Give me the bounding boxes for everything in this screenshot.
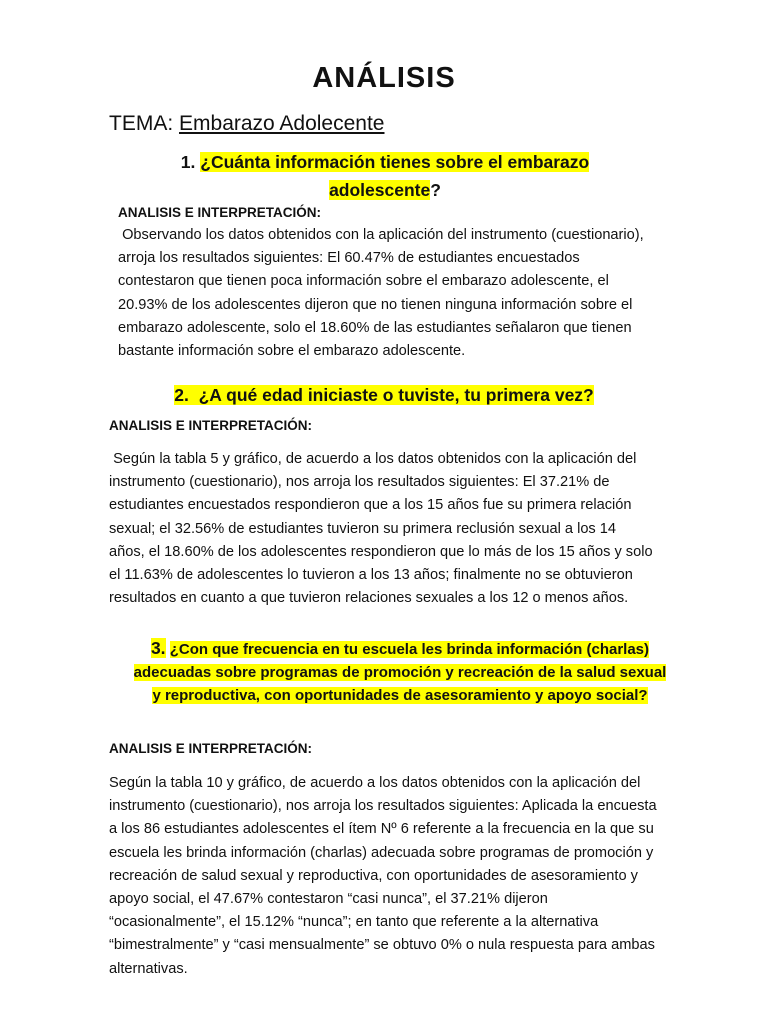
question-2-text: ¿A qué edad iniciaste o tuviste, tu primera vez? — [198, 385, 594, 405]
question-1-end: ? — [430, 180, 441, 200]
analysis-heading-3: ANALISIS E INTERPRETACIÓN: — [109, 741, 313, 756]
question-1-number: 1. — [180, 152, 196, 172]
question-1 — [150, 148, 620, 204]
topic-value: Embarazo Adolecente — [179, 112, 385, 135]
analysis-text-2 — [109, 448, 654, 610]
question-3-text: ¿Con que frecuencia en tu escuela les brinda información (charlas) adecuadas sobre programas de promoción y recreación de la salud sexual y reproductiva, con oportunidades de asesoramiento y apoyo social? — [133, 641, 667, 704]
topic-label: TEMA: — [109, 112, 174, 135]
question-2-highlight — [174, 385, 594, 405]
analysis-text-1 — [118, 224, 658, 363]
question-3 — [130, 637, 670, 707]
analysis-text-2-body: Según la tabla 5 y gráfico, de acuerdo a los datos obtenidos con la aplicación del instrumento (cuestionario), nos arroja los resultados siguientes: El 37.21% de estudiantes encuestados respondieron que a los 15 años fue su primera relación sexual; el 32.56% de estudiantes tuvieron su primera reclusión sexual a los 14 años, el 18.60% de los adolescentes respondieron que lo más de los 15 años y solo el 11.63% de adolescentes lo tuvieron a los 13 años; finalmente no se obtuvieron resultados en cuanto a que tuvieron relaciones sexuales a los 12 o menos años. — [109, 451, 653, 607]
analysis-heading-2: ANALISIS E INTERPRETACIÓN: — [109, 418, 313, 433]
analysis-heading-1: ANALISIS E INTERPRETACIÓN: — [118, 205, 322, 220]
question-1-text: ¿Cuánta información tienes sobre el embarazo adolescente — [200, 152, 590, 200]
question-3-number: 3. — [150, 638, 166, 658]
question-2-number: 2. — [174, 385, 189, 405]
question-2 — [0, 381, 768, 409]
page-title: ANÁLISIS — [312, 62, 456, 94]
analysis-text-3: Según la tabla 10 y gráfico, de acuerdo a los datos obtenidos con la aplicación del instrumento (cuestionario), nos arroja los resultados siguientes: Aplicada la encuesta a los 86 estudiantes adolescentes el ítem Nº 6 referente a la frecuencia en la que su escuela les brinda información (charlas) adecuada sobre programas de promoción y recreación de salud sexual y reproductiva, con oportunidades de asesoramiento y apoyo social, el 47.67% contestaron “casi nunca”, el 37.21% dijeron “ocasionalmente”, el 15.12% “nunca”; en tanto que referente a la alternativa “bimestralmente” y “casi mensualmente” se obtuvo 0% o nula respuesta para ambas alternativas. — [109, 775, 657, 977]
analysis-text-1-body: Observando los datos obtenidos con la aplicación del instrumento (cuestionario), arroja los resultados siguientes: El 60.47% de estudiantes encuestados contestaron que tienen poca información sobre el embarazo adolescente, el 20.93% de los adolescentes dijeron que no tienen ninguna información sobre el embarazo adolescente, solo el 18.60% de las estudiantes señalaron que tienen bastante información sobre el embarazo adolescente. — [118, 227, 644, 360]
topic-line — [109, 112, 384, 136]
